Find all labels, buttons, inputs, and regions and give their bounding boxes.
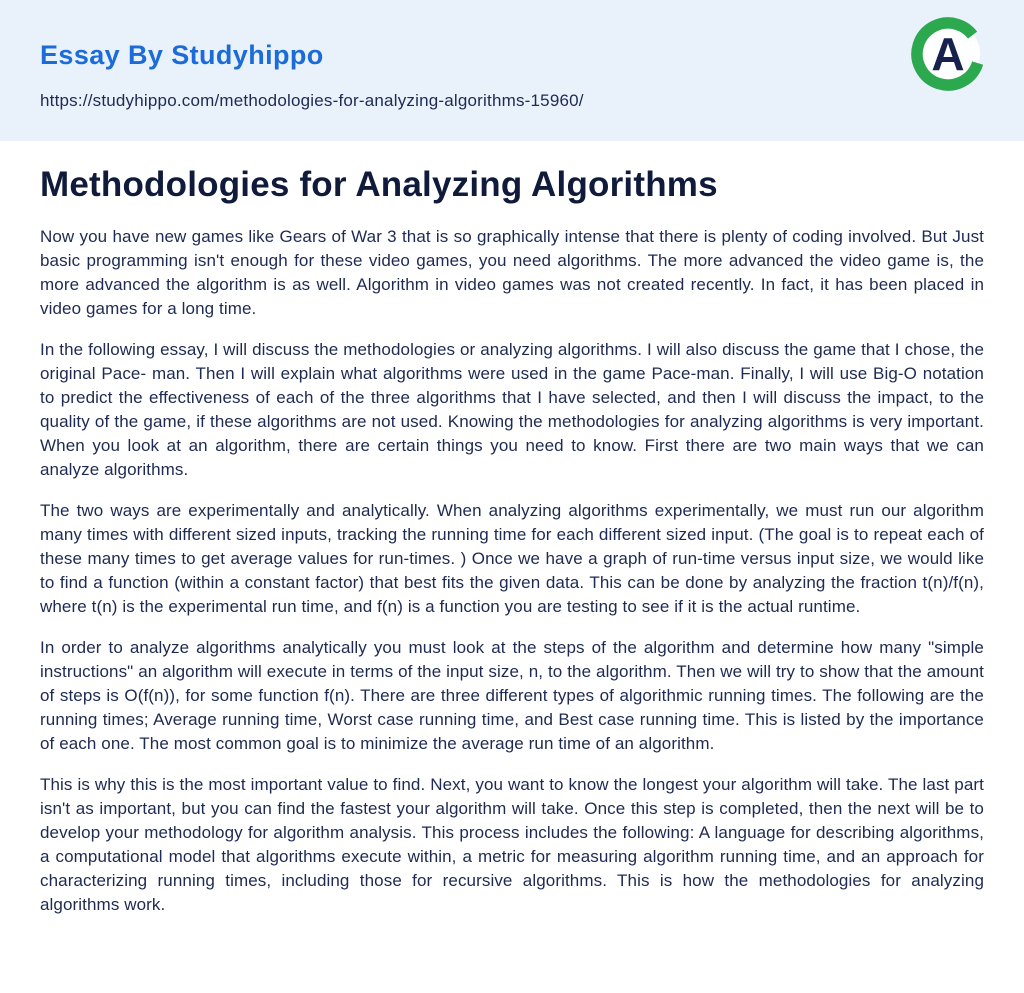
article-paragraph: Now you have new games like Gears of War 3 that is so graphically intense that there is plenty of coding involved. But Just basic programming isn't enough for these video games, you need algorithms. The more advanced the video game is, the more advanced the algorithm is as well. Algorithm in video games was not created recently. In fact, it has been placed in video games for a long time. — [40, 227, 984, 318]
article-title: Methodologies for Analyzing Algorithms — [40, 165, 718, 204]
article-content — [0, 141, 1024, 957]
studyhippo-logo-icon — [910, 16, 986, 92]
article-paragraph: In order to analyze algorithms analytically you must look at the steps of the algorithm and determine how many "simple instructions" an algorithm will execute in terms of the input size, n, to the algorithm. Then we will try to show that the amount of steps is O(f(n)), for some function f(n). There are three different types of algorithmic running times. The following are the running times; Average running time, Worst case running time, and Best case running time. This is listed by the importance of each one. The most common goal is to minimize the average run time of an algorithm. — [40, 638, 984, 753]
site-title-link[interactable]: Essay By Studyhippo — [40, 40, 324, 70]
logo-letter: A — [931, 28, 965, 80]
article-paragraph: The two ways are experimentally and analytically. When analyzing algorithms experimentally, we must run our algorithm many times with different sized inputs, tracking the running time for each different sized input. (The goal is to repeat each of these many times to get average values for run-times. ) Once we have a graph of run-time versus input size, we would like to find a function (within a constant factor) that best fits the given data. This can be done by analyzing the fraction t(n)/f(n), where t(n) is the experimental run time, and f(n) is a function you are testing to see if it is the actual runtime. — [40, 501, 984, 616]
article-paragraph: This is why this is the most important value to find. Next, you want to know the longest your algorithm will take. The last part isn't as important, but you can find the fastest your algorithm will take. Once this step is completed, then the next will be to develop your methodology for algorithm analysis. This process includes the following: A language for describing algorithms, a computational model that algorithms execute within, a metric for measuring algorithm running time, and an approach for characterizing running times, including those for recursive algorithms. This is how the methodologies for analyzing algorithms work. — [40, 775, 984, 914]
page-url: https://studyhippo.com/methodologies-for-analyzing-algorithms-15960/ — [40, 91, 584, 110]
article-body — [40, 225, 984, 917]
page-header — [0, 0, 1024, 141]
article-paragraph: In the following essay, I will discuss the methodologies or analyzing algorithms. I will also discuss the game that I chose, the original Pace- man. Then I will explain what algorithms were used in the game Pace-man. Finally, I will use Big-O notation to predict the effectiveness of each of the three algorithms that I have selected, and then I will discuss the impact, to the quality of the game, if these algorithms are not used. Knowing the methodologies for analyzing algorithms is very important. When you look at an algorithm, there are certain things you need to know. First there are two main ways that we can analyze algorithms. — [40, 340, 984, 479]
